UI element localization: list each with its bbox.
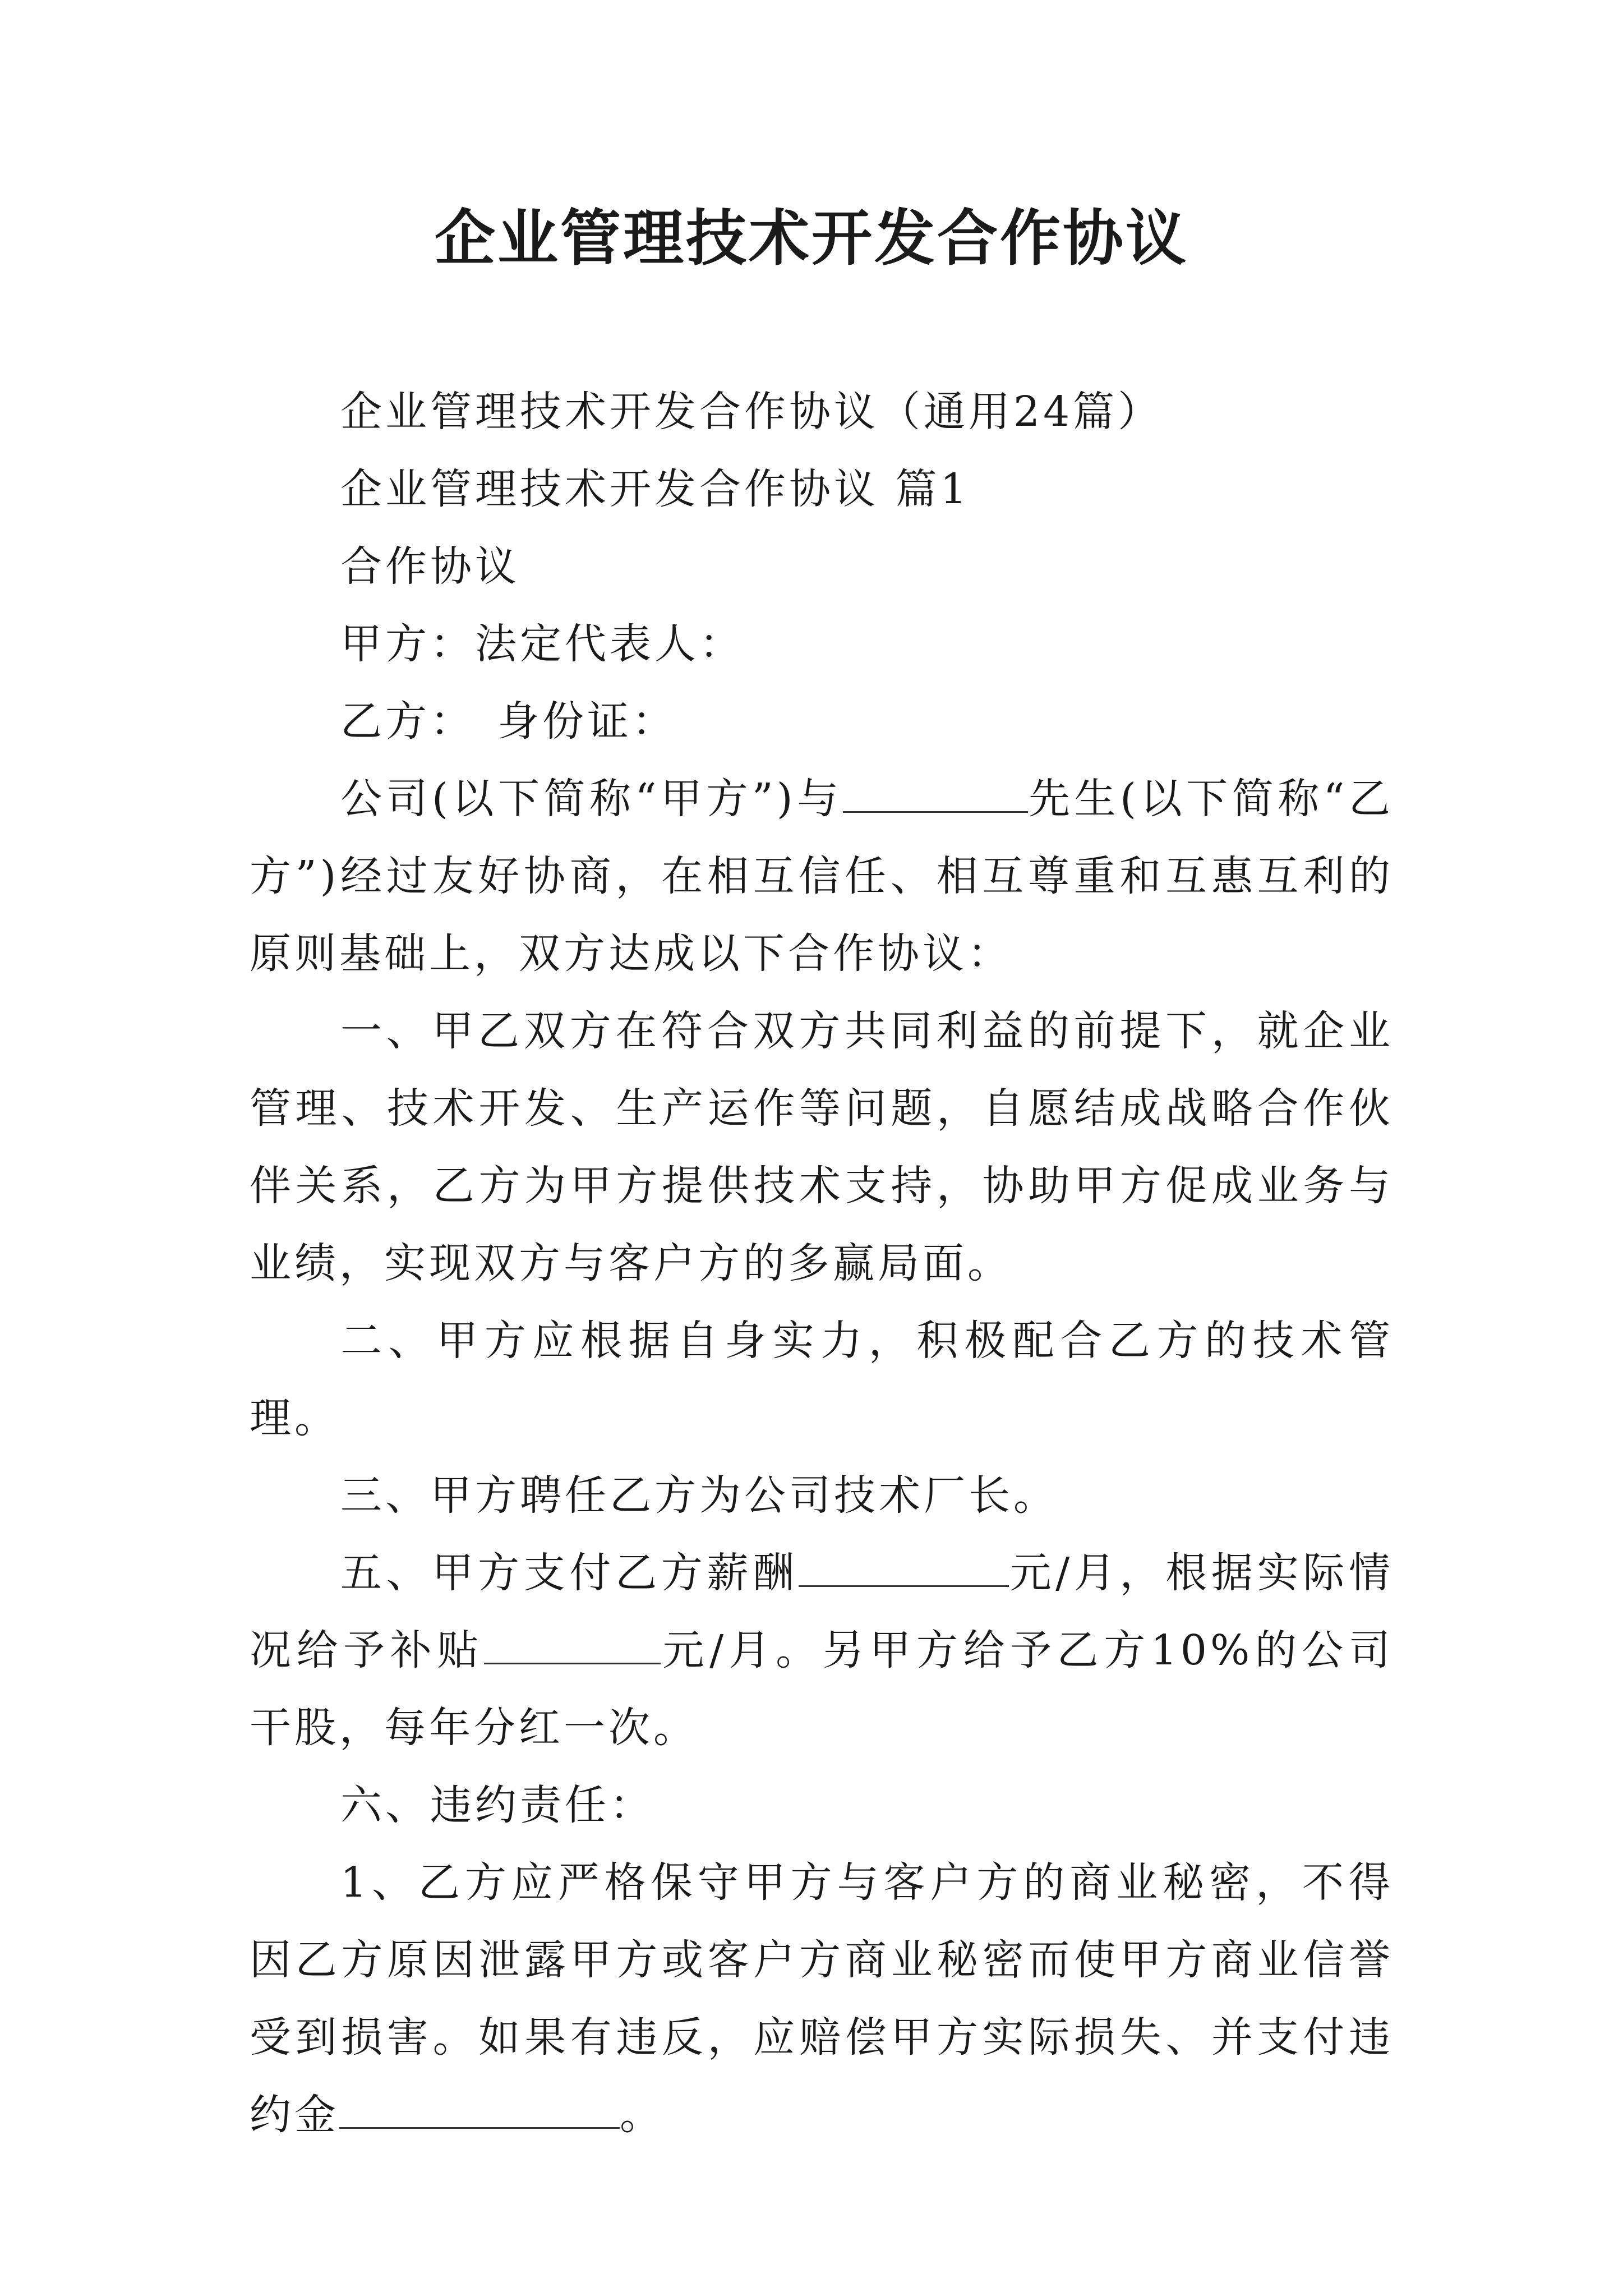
clause-6-1-part2: 。: [620, 2091, 665, 2139]
clause-5-part1: 五、甲方支付乙方薪酬: [340, 1549, 799, 1597]
salary-blank: [799, 1552, 1009, 1587]
section-heading: 企业管理技术开发合作协议 篇1: [340, 465, 970, 513]
clause-3: 三、甲方聘任乙方为公司技术厂长。: [340, 1471, 1058, 1520]
intro-part1: 公司(以下简称“甲方”)与: [340, 775, 843, 823]
party-b-label: 乙方：: [340, 697, 475, 746]
clause-6-1-part1: 1、乙方应严格保守甲方与客户方的商业秘密，不得因乙方原因泄露甲方或客户方商业秘密而使甲方商业信誉受到损害。如果有违反，应赔偿甲方实际损失、并支付违约金: [250, 1858, 1394, 2139]
clause-5: [250, 1534, 1394, 1766]
clause-2: 二、甲方应根据自身实力，积极配合乙方的技术管理。: [250, 1317, 1394, 1442]
party-b-line: [250, 683, 1394, 760]
subsidy-blank: [484, 1629, 661, 1664]
agreement-label: 合作协议: [340, 542, 520, 591]
clause-1: 一、甲乙双方在符合双方共同利益的前提下，就企业管理、技术开发、生产运作等问题，自愿结成战略合作伙伴关系，乙方为甲方提供技术支持，协助甲方促成业务与业绩，实现双方与客户方的多赢局面。: [250, 1007, 1394, 1287]
penalty-blank: [339, 2093, 620, 2129]
party-a-label: 甲方：: [340, 620, 475, 668]
clause-5-part3: 元/月。另甲方给予乙方10%的公司干股，每年分红一次。: [250, 1626, 1394, 1752]
intro-part2: 先生(以下简称“乙方”)经过友好协商，在相互信任、相互尊重和互惠互利的原则基础上，双方达成以下合作协议：: [250, 775, 1394, 978]
intro-paragraph: [250, 760, 1394, 992]
document-title: 企业管理技术开发合作协议: [434, 203, 1188, 274]
party-a-rep-label: 法定代表人：: [475, 620, 744, 668]
clause-6-1: [250, 1844, 1394, 2154]
document-subtitle: 企业管理技术开发合作协议（通用24篇）: [340, 388, 1163, 436]
clause-5-part2: 元/月，根据实际情况给予补贴: [250, 1549, 1394, 1674]
party-a-line: [250, 605, 1394, 683]
clause-6-heading: 六、违约责任：: [340, 1781, 654, 1829]
party-b-id-label: 身份证：: [497, 697, 677, 746]
document-body: [250, 373, 1394, 2154]
name-blank: [843, 777, 1028, 813]
